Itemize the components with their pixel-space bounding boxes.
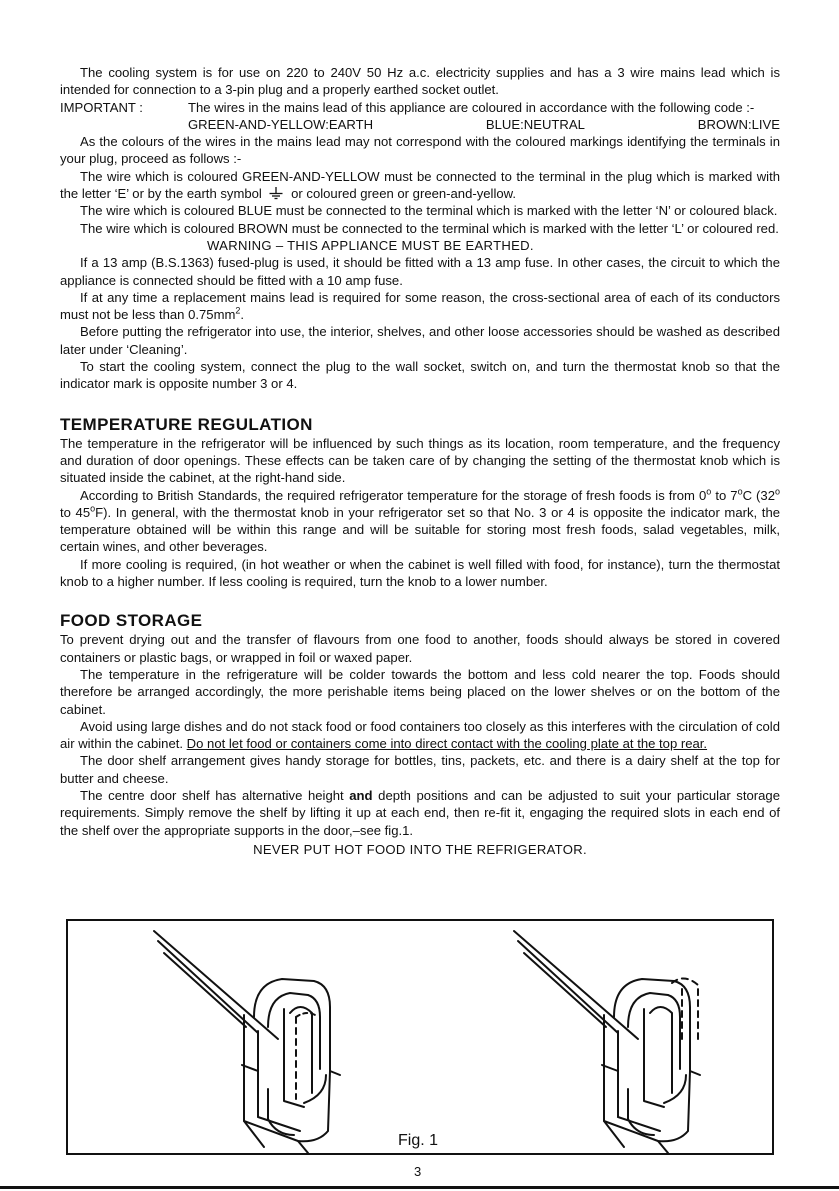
mains-lead-end: . bbox=[240, 307, 245, 323]
shelf-support-right bbox=[514, 931, 700, 1153]
code-neutral: BLUE:NEUTRAL bbox=[485, 116, 585, 132]
door-shelf-figure bbox=[66, 919, 774, 1155]
squared-superscript: 2 bbox=[235, 305, 241, 316]
fuse-paragraph: If a 13 amp (B.S.1363) fused-plug is used, it should be fitted with a 13 amp fuse. In other cases, the circuit to which the appliance is connected should be fitted with a 10 amp fuse. bbox=[60, 255, 780, 288]
important-label: IMPORTANT : bbox=[60, 99, 143, 115]
mains-lead-paragraph bbox=[60, 289, 780, 324]
important-text: The wires in the mains lead of this appliance are coloured in accordance with the following code :- bbox=[188, 99, 755, 115]
instruction-page bbox=[60, 64, 780, 858]
earth-symbol-icon bbox=[269, 187, 283, 200]
earth-wire-text-end: or coloured green or green-and-yellow. bbox=[291, 186, 517, 202]
wire-colour-codes bbox=[188, 116, 780, 133]
neutral-wire-paragraph: The wire which is coloured BLUE must be connected to the terminal which is marked with the letter ‘N’ or coloured black. bbox=[80, 203, 778, 219]
start-paragraph: To start the cooling system, connect the plug to the wall socket, switch on, and turn the thermostat knob so that the indicator mark is opposite number 3 or 4. bbox=[60, 359, 780, 392]
food-paragraph-3: Avoid using large dishes and do not stack food or food containers too closely as this interferes with the circulation of cold air within the cabinet. Do not let food or containers come into direct contact with the cooling plate at the top rear. bbox=[60, 718, 780, 752]
temperature-paragraph-1: The temperature in the refrigerator will be influenced by such things as its location, room temperature, and the frequency and duration of door openings. These effects can be taken care of by changing the setting of the thermostat knob which is situated inside the cabinet, at the right-hand side. bbox=[60, 435, 780, 486]
mains-lead-text: If at any time a replacement mains lead is required for some reason, the cross-sectional area of each of its conductors must not be less than 0.75mm bbox=[60, 289, 780, 323]
earth-wire-text: The wire which is coloured GREEN-AND-YELLOW must be connected to the terminal in the plug which is marked with the letter ‘E’ or by the earth symbol bbox=[60, 168, 780, 202]
bottom-rule bbox=[0, 1186, 839, 1189]
page-number: 3 bbox=[414, 1164, 422, 1179]
supply-paragraph: The cooling system is for use on 220 to 240V 50 Hz a.c. electricity supplies and has a 3 wire mains lead which is intended for connection to a 3-pin plug and a properly earthed socket outlet. bbox=[60, 65, 780, 98]
live-wire-paragraph: The wire which is coloured BROWN must be connected to the terminal which is marked with the letter ‘L’ or coloured red. bbox=[80, 220, 779, 236]
temperature-heading: TEMPERATURE REGULATION bbox=[60, 414, 313, 434]
food-paragraph-2: The temperature in the refrigerature will be colder towards the bottom and less cold nearer the top. Foods should therefore be arranged accordingly, the more perishable items being placed on the lower shelves or on the bottom of the cabinet. bbox=[60, 666, 780, 717]
temperature-paragraph-3: If more cooling is required, (in hot weather or when the cabinet is well filled with food, for instance), turn the thermostat knob to a higher number. If less cooling is required, turn the knob to a lower number. bbox=[60, 556, 780, 590]
shelf-support-left bbox=[154, 931, 340, 1153]
important-body bbox=[188, 99, 780, 134]
door-shelf-illustration bbox=[68, 921, 772, 1153]
colours-paragraph: As the colours of the wires in the mains lead may not correspond with the coloured markings identifying the terminals in your plug, proceed as follows :- bbox=[60, 134, 780, 167]
food-paragraph-1: To prevent drying out and the transfer of flavours from one food to another, foods should always be stored in covered containers or plastic bags, or wrapped in foil or waxed paper. bbox=[60, 632, 780, 665]
food-paragraph-4: The door shelf arrangement gives handy storage for bottles, tins, packets, etc. and there is a dairy shelf at the top for butter and cheese. bbox=[60, 753, 780, 786]
code-earth: GREEN-AND-YELLOW:EARTH bbox=[188, 116, 374, 132]
earthed-warning: WARNING – THIS APPLIANCE MUST BE EARTHED. bbox=[207, 237, 534, 253]
hot-food-warning: NEVER PUT HOT FOOD INTO THE REFRIGERATOR. bbox=[253, 841, 587, 857]
temperature-paragraph-2: According to British Standards, the required refrigerator temperature for the storage of fresh foods is from 0$^o$ to 7$^o$C (32$^o$ to 45$^o$F). In general, with the thermostat knob in your refrigerator set so that No. 3 or 4 is opposite the indicator mark, the temperature obtained will be within this range and will be suitable for storing most fresh foods, salad vegetables, milk, certain wines, and other beverages. bbox=[60, 486, 781, 555]
important-block bbox=[60, 99, 780, 134]
food-storage-heading: FOOD STORAGE bbox=[60, 611, 203, 631]
food-paragraph-5: The centre door shelf has alternative height and depth positions and can be adjusted to suit your particular storage requirements. Simply remove the shelf by lifting it up at each end, then re-fit it, engaging the required slots in each end of the shelf over the appropriate supports in the door,–see fig.1. bbox=[60, 787, 780, 838]
figure-caption: Fig. 1 bbox=[398, 1132, 439, 1149]
code-live: BROWN:LIVE bbox=[697, 116, 780, 132]
earth-wire-paragraph bbox=[60, 168, 780, 203]
washing-paragraph: Before putting the refrigerator into use, the interior, shelves, and other loose accessories should be washed as described later under ‘Cleaning’. bbox=[60, 324, 780, 357]
cooling-plate-caution: Do not let food or containers come into direct contact with the cooling plate at the top rear. bbox=[186, 736, 708, 752]
